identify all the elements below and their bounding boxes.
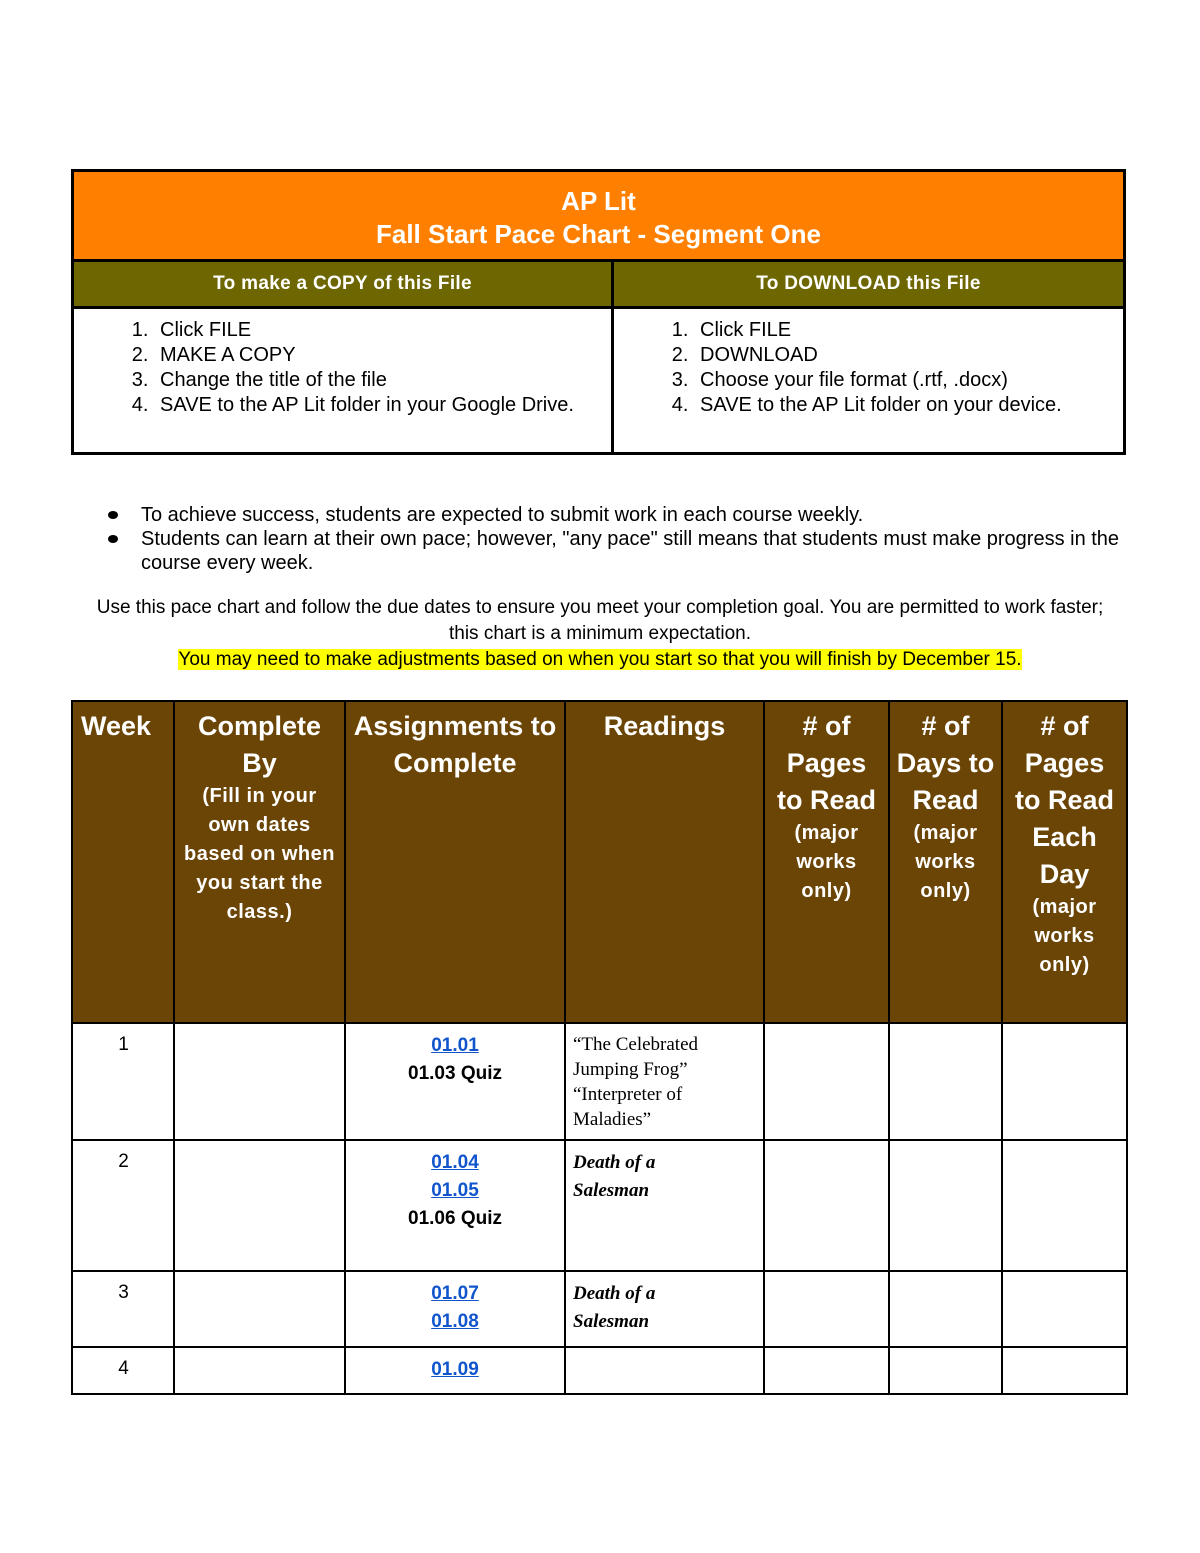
col-header-assignments-label: Assignments to Complete bbox=[353, 711, 557, 778]
copy-heading: To make a COPY of this File bbox=[74, 262, 611, 309]
complete-by-cell[interactable] bbox=[174, 1271, 345, 1347]
pace-note-line: this chart is a minimum expectation. bbox=[448, 623, 751, 644]
col-header-pages-per-day-note: (major works only) bbox=[1032, 896, 1097, 976]
week-number: 2 bbox=[72, 1140, 174, 1271]
pages-per-day-cell[interactable] bbox=[1002, 1023, 1127, 1140]
reading-line: “The Celebrated bbox=[573, 1034, 699, 1055]
reading-line: Death of a bbox=[573, 1152, 656, 1173]
download-step: 2. DOWNLOAD bbox=[694, 343, 1123, 368]
col-header-readings-label: Readings bbox=[603, 711, 726, 741]
bullet-icon bbox=[108, 511, 118, 519]
download-step: 1. Click FILE bbox=[694, 318, 1123, 343]
page-subtitle: Fall Start Pace Chart - Segment One bbox=[375, 219, 821, 249]
copy-step: 2. MAKE A COPY bbox=[154, 343, 611, 368]
days-cell[interactable] bbox=[889, 1347, 1002, 1394]
pages-per-day-cell[interactable] bbox=[1002, 1271, 1127, 1347]
week-number: 1 bbox=[72, 1023, 174, 1140]
readings-cell bbox=[565, 1271, 764, 1347]
table-row bbox=[72, 1140, 1127, 1271]
assignments-cell bbox=[345, 1140, 565, 1271]
week-number: 4 bbox=[72, 1347, 174, 1394]
assignments-cell bbox=[345, 1271, 565, 1347]
col-header-complete-by-note: (Fill in your own dates based on when you start the class.) bbox=[184, 785, 335, 923]
list-item bbox=[141, 527, 1161, 575]
complete-by-cell[interactable] bbox=[174, 1140, 345, 1271]
col-header-readings bbox=[565, 701, 764, 1023]
week-number: 3 bbox=[72, 1271, 174, 1347]
instructions-box bbox=[71, 169, 1126, 455]
reading-line: Death of a bbox=[573, 1283, 656, 1304]
quiz-label: 01.03 Quiz bbox=[408, 1063, 502, 1084]
download-heading: To DOWNLOAD this File bbox=[614, 262, 1123, 309]
deadline-text: You may need to make adjustments based on when you start so that you will finish by December 15. bbox=[178, 649, 1022, 670]
col-header-days bbox=[889, 701, 1002, 1023]
deadline-highlight bbox=[75, 648, 1125, 672]
assignments-cell bbox=[345, 1023, 565, 1140]
lesson-link[interactable]: 01.01 bbox=[431, 1035, 479, 1056]
col-header-days-label: # of Days to Read bbox=[896, 711, 995, 815]
assignments-cell bbox=[345, 1347, 565, 1394]
download-step: 3. Choose your file format (.rtf, .docx) bbox=[694, 368, 1123, 393]
copy-step: 4. SAVE to the AP Lit folder in your Google Drive. bbox=[154, 393, 611, 418]
reading-line: Maladies” bbox=[573, 1109, 652, 1130]
days-cell[interactable] bbox=[889, 1271, 1002, 1347]
table-row bbox=[72, 1023, 1127, 1140]
col-header-assignments bbox=[345, 701, 565, 1023]
title-band bbox=[74, 172, 1123, 262]
instructions-row bbox=[74, 262, 1123, 452]
pages-per-day-cell[interactable] bbox=[1002, 1347, 1127, 1394]
pace-note bbox=[75, 595, 1125, 647]
col-header-complete-by bbox=[174, 701, 345, 1023]
complete-by-cell[interactable] bbox=[174, 1023, 345, 1140]
copy-step: 1. Click FILE bbox=[154, 318, 611, 343]
reading-line: Salesman bbox=[573, 1311, 650, 1332]
reading-line: Salesman bbox=[573, 1180, 650, 1201]
readings-cell bbox=[565, 1023, 764, 1140]
days-cell[interactable] bbox=[889, 1023, 1002, 1140]
lesson-link[interactable]: 01.04 bbox=[431, 1152, 479, 1173]
expectations-list bbox=[104, 503, 1161, 575]
bullet-text: Students can learn at their own pace; however, "any pace" still means that students must make progress in the course every week. bbox=[141, 528, 1120, 574]
list-item bbox=[141, 503, 1161, 527]
bullet-text: To achieve success, students are expected to submit work in each course weekly. bbox=[141, 504, 864, 526]
lesson-link[interactable]: 01.05 bbox=[431, 1180, 479, 1201]
days-cell[interactable] bbox=[889, 1140, 1002, 1271]
bullet-icon bbox=[108, 535, 118, 543]
complete-by-cell[interactable] bbox=[174, 1347, 345, 1394]
col-header-pages-note: (major works only) bbox=[794, 822, 859, 902]
readings-cell bbox=[565, 1347, 764, 1394]
table-header-row bbox=[72, 701, 1127, 1023]
col-header-complete-by-label: Complete By bbox=[197, 711, 322, 778]
download-step: 4. SAVE to the AP Lit folder on your device. bbox=[694, 393, 1123, 418]
pages-cell[interactable] bbox=[764, 1023, 889, 1140]
col-header-pages-per-day-label: # of Pages to Read Each Day bbox=[1014, 711, 1114, 889]
col-header-pages-label: # of Pages to Read bbox=[776, 711, 876, 815]
download-instructions bbox=[614, 262, 1123, 452]
lesson-link[interactable]: 01.09 bbox=[431, 1359, 479, 1380]
quiz-label: 01.06 Quiz bbox=[408, 1208, 502, 1229]
copy-step: 3. Change the title of the file bbox=[154, 368, 611, 393]
copy-instructions bbox=[74, 262, 614, 452]
page-title: AP Lit bbox=[561, 186, 636, 216]
download-steps-list bbox=[614, 309, 1123, 452]
reading-line: Jumping Frog” bbox=[573, 1059, 688, 1080]
table-row bbox=[72, 1271, 1127, 1347]
pages-cell[interactable] bbox=[764, 1140, 889, 1271]
pages-per-day-cell[interactable] bbox=[1002, 1140, 1127, 1271]
pages-cell[interactable] bbox=[764, 1271, 889, 1347]
readings-cell bbox=[565, 1140, 764, 1271]
col-header-days-note: (major works only) bbox=[913, 822, 978, 902]
copy-steps-list bbox=[74, 309, 611, 452]
lesson-link[interactable]: 01.08 bbox=[431, 1311, 479, 1332]
reading-line: “Interpreter of bbox=[573, 1084, 683, 1105]
col-header-pages bbox=[764, 701, 889, 1023]
lesson-link[interactable]: 01.07 bbox=[431, 1283, 479, 1304]
col-header-pages-per-day bbox=[1002, 701, 1127, 1023]
col-header-week bbox=[72, 701, 174, 1023]
table-row bbox=[72, 1347, 1127, 1394]
col-header-week-label: Week bbox=[81, 711, 152, 741]
pages-cell[interactable] bbox=[764, 1347, 889, 1394]
pace-table bbox=[71, 700, 1128, 1395]
pace-note-line: Use this pace chart and follow the due dates to ensure you meet your completion goal. You are permitted to work faster; bbox=[96, 597, 1104, 618]
